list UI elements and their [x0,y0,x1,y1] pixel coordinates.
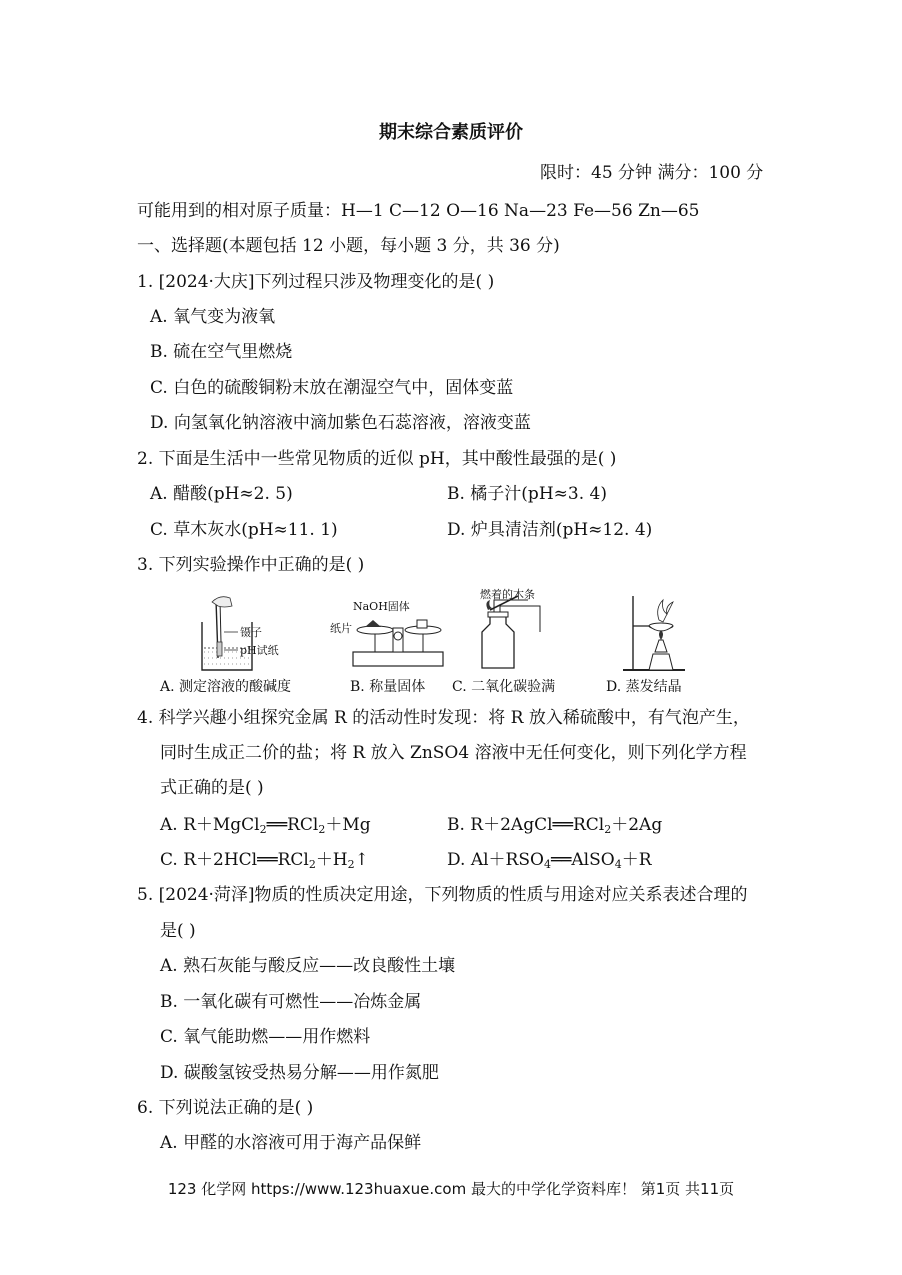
figure-c-label-burning-stick: 燃着的木条 [480,588,535,601]
figure-d-evaporation [615,592,695,674]
time-limit: 限时：45 分钟 满分：100 分 [540,163,764,183]
figure-d-caption: D. 蒸发结晶 [606,679,682,695]
page-footer: 123 化学网 https://www.123huaxue.com 最大的中学化学资料库！ 第1页 共11页 [167,1180,735,1198]
question-5-option-b: B. 一氧化碳有可燃性——冶炼金属 [160,992,422,1012]
question-6-option-a: A. 甲醛的水溶液可用于海产品保鲜 [160,1133,422,1153]
question-2-option-a: A. 醋酸(pH≈2. 5) [150,484,293,504]
question-4-line-3: 式正确的是( ) [160,778,264,798]
figure-b-caption: B. 称量固体 [350,679,426,695]
figure-a-label-tweezers: 镊子 [240,626,262,639]
question-1-option-c: C. 白色的硫酸铜粉末放在潮湿空气中，固体变蓝 [150,378,514,398]
question-4-line-1: 4. 科学兴趣小组探究金属 R 的活动性时发现：将 R 放入稀硫酸中，有气泡产生， [137,708,750,728]
figure-c-gas-bottle [470,588,550,674]
figure-b-label-naoh: NaOH固体 [353,600,410,613]
question-5-option-a: A. 熟石灰能与酸反应——改良酸性土壤 [160,956,456,976]
question-1-option-d: D. 向氢氧化钠溶液中滴加紫色石蕊溶液，溶液变蓝 [150,413,531,433]
question-1-option-b: B. 硫在空气里燃烧 [150,342,293,362]
question-2-option-d: D. 炉具清洁剂(pH≈12. 4) [447,520,653,540]
question-5-option-c: C. 氧气能助燃——用作燃料 [160,1027,371,1047]
question-5-option-d: D. 碳酸氢铵受热易分解——用作氮肥 [160,1063,439,1083]
figure-c-caption: C. 二氧化碳验满 [452,679,556,695]
figure-b-balance [330,592,455,674]
question-3-stem: 3. 下列实验操作中正确的是( ) [137,555,365,575]
section-heading: 一、选择题(本题包括 12 小题，每小题 3 分，共 36 分) [137,236,560,256]
atomic-masses: 可能用到的相对原子质量：H—1 C—12 O—16 Na—23 Fe—56 Zn—65 [137,201,700,221]
question-4-option-b: B. R＋2AgCl══RCl$_2$＋2Ag [447,815,663,836]
page-title: 期末综合素质评价 [379,122,523,143]
question-4-option-d: D. $Al+RSO_4══AlSO_4+R$ [447,850,652,871]
figure-b-label-paper: 纸片 [330,622,352,635]
question-1-stem: 1. [2024·大庆]下列过程只涉及物理变化的是( ) [137,272,495,292]
question-4-line-2: 同时生成正二价的盐；将 R 放入 ZnSO4 溶液中无任何变化，则下列化学方程 [160,743,747,763]
evaporation-stand-icon [615,592,695,674]
figure-a-ph-test [190,592,280,674]
question-5-line-1: 5. [2024·菏泽]物质的性质决定用途，下列物质的性质与用途对应关系表述合理的 [137,885,748,905]
question-4-option-a: A. R＋MgCl$_2$══RCl$_2$＋Mg [160,815,371,836]
question-1-option-a: A. 氧气变为液氧 [150,307,276,327]
figure-a-caption: A. 测定溶液的酸碱度 [160,679,292,695]
question-2-stem: 2. 下面是生活中一些常见物质的近似 pH，其中酸性最强的是( ) [137,449,617,469]
question-2-option-c: C. 草木灰水(pH≈11. 1) [150,520,338,540]
question-3-figures [160,588,720,700]
question-5-line-2: 是( ) [160,921,196,941]
gas-bottle-icon [470,592,550,674]
figure-a-label-ph-paper: pH试纸 [240,644,279,657]
question-2-option-b: B. 橘子汁(pH≈3. 4) [447,484,607,504]
beaker-tweezers-icon [190,592,280,674]
question-6-stem: 6. 下列说法正确的是( ) [137,1098,314,1118]
question-4-option-c: C. $R+2HCl══RCl_2+H_2↑$ [160,850,369,871]
